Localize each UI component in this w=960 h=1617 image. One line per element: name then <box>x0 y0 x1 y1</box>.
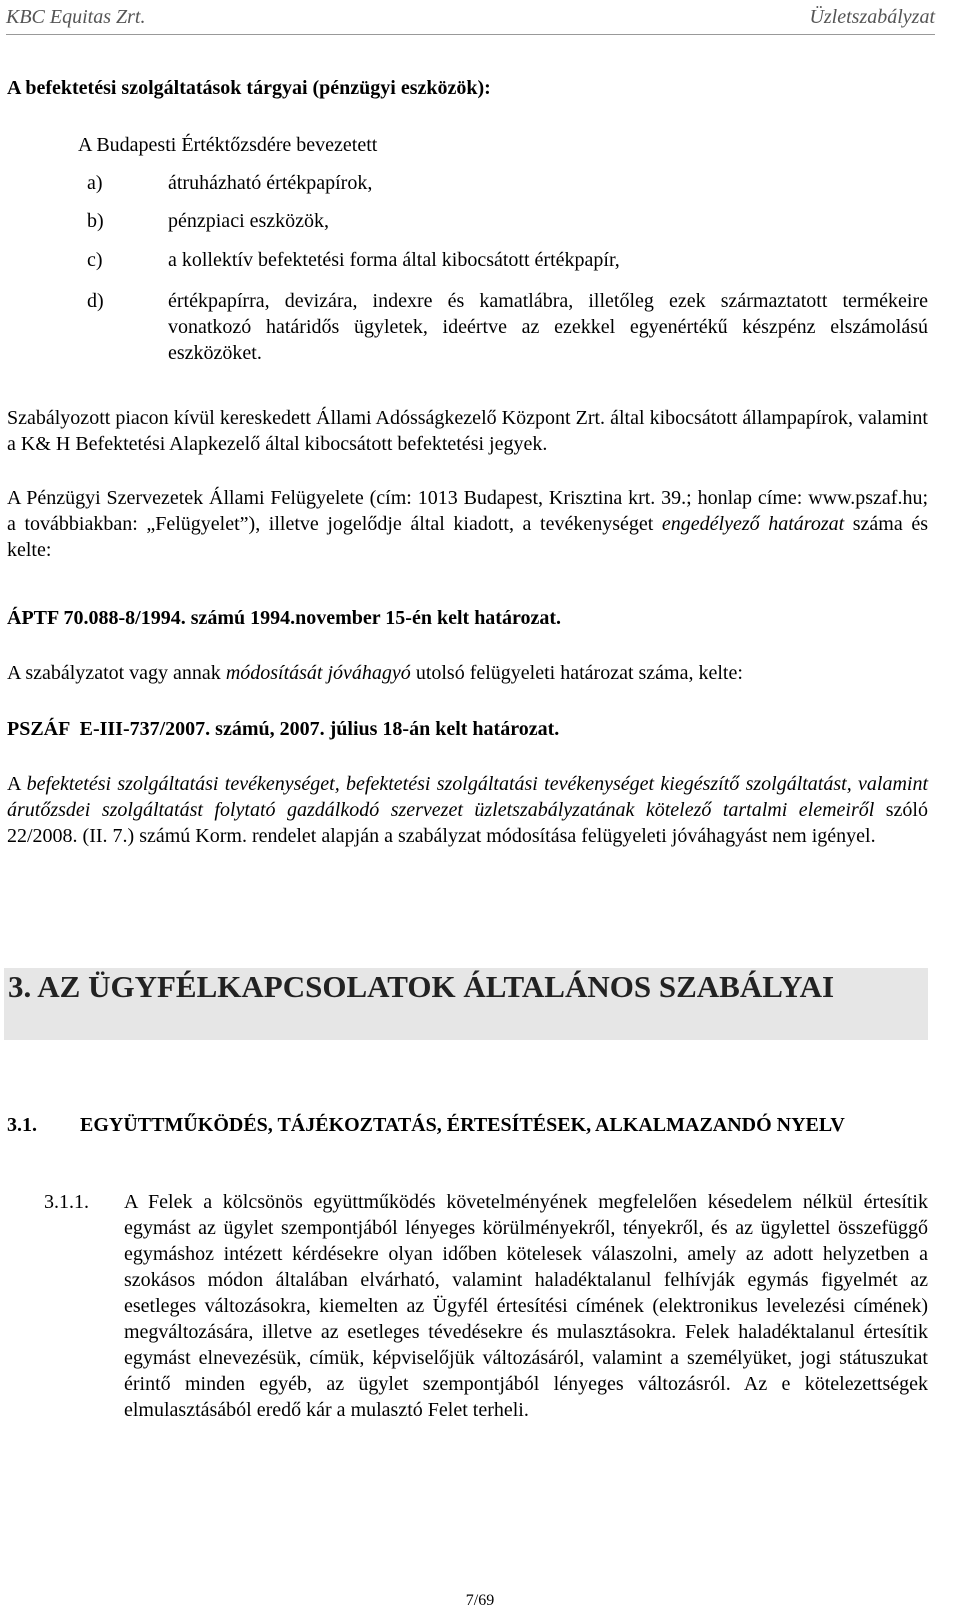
decree-text-2: szóló 22/2008. (II. 7.) számú Korm. rendelet alapján a szabályzat módosítása felügyeleti jóváhagyást nem igényel. <box>7 799 928 847</box>
authority-paragraph <box>7 485 928 563</box>
otc-paragraph: Szabályozott piacon kívül kereskedett Állami Adósságkezelő Központ Zrt. által kibocsátott állampapírok, valamint a K& H Befektetési Alapkezelő által kibocsátott befektetési jegyek. <box>7 407 928 455</box>
decree-text-1: A <box>7 773 27 795</box>
page-number: 7/69 <box>465 1592 495 1609</box>
amendment-text-1: A szabályzatot vagy annak <box>7 662 226 684</box>
decree-paragraph <box>7 771 928 849</box>
bse-intro: A Budapesti Értéktőzsdére bevezetett <box>78 134 378 156</box>
approval-decision: PSZÁF E-III-737/2007. számú, 2007. július 18-án kelt határozat. <box>7 718 560 740</box>
license-decision: ÁPTF 70.088-8/1994. számú 1994.november 15-én kelt határozat. <box>7 607 562 629</box>
list-item-letter: c) <box>87 249 103 271</box>
list-item-text: a kollektív befektetési forma által kibocsátott értékpapír, <box>168 249 620 271</box>
subsection-title: EGYÜTTMŰKÖDÉS, TÁJÉKOZTATÁS, ÉRTESÍTÉSEK, ALKALMAZANDÓ NYELV <box>80 1114 845 1136</box>
authority-text-italic: engedélyező határozat <box>661 513 845 535</box>
paragraph-body: A Felek a kölcsönös együttműködés követelményének megfelelően késedelem nélkül értesítik egymást az ügylet szempontjából lényeges körülményekről, tényekről, és az ügylettel összefüggő egymáshoz intézett kérdésekre olyan időben kötelesek válaszolni, amely az adott helyzetben a szokásos módon általában elvárható, valamint haladéktalanul felhívják egymás figyelmét az esetleges változásokra, kiemelten az Ügyfél értesítési címének (elektronikus levelezési címének) megváltozására, illetve az esetleges tévedésekre és mulasztásokra. Felek haladéktalanul értesítik egymást elnevezésük, címük, képviselőjük változásáról, valamint a személyüket, jogi státuszukat érintő minden egyéb, az ügylet szempontjából lényeges változásról. Az e kötelezettségek elmulasztásából eredő kár a mulasztó Felet terheli. <box>124 1191 928 1421</box>
section-3-title: 3. AZ ÜGYFÉLKAPCSOLATOK ÁLTALÁNOS SZABÁLYAI <box>4 968 928 1040</box>
subsection-number: 3.1. <box>7 1114 37 1136</box>
list-item-text: pénzpiaci eszközök, <box>168 210 330 232</box>
list-item-letter: b) <box>87 210 104 232</box>
header-document-title: Üzletszabályzat <box>809 6 935 28</box>
list-item-text: értékpapírra, devizára, indexre és kamatlábra, illetőleg ezek származtatott termékeire vonatkozó határidős ügyletek, ideértve az ezekkel egyenértékű készpénz elszámolású eszközöket. <box>168 290 928 364</box>
instruments-heading: A befektetési szolgáltatások tárgyai (pénzügyi eszközök): <box>7 77 491 99</box>
list-item-text: átruházható értékpapírok, <box>168 172 373 194</box>
decree-text-italic: befektetési szolgáltatási tevékenységet, befektetési szolgáltatási tevékenységet kiegészítő szolgáltatást, valamint árutőzsdei szolgáltatást folytató gazdálkodó szervezet üzletszabályzatának kötelező tartalmi elemeiről <box>7 773 928 821</box>
list-item-letter: a) <box>87 172 103 194</box>
amendment-paragraph <box>7 660 928 686</box>
authority-text-2: száma és kelte: <box>7 513 928 561</box>
header-divider <box>6 34 935 35</box>
list-item-letter: d) <box>87 290 104 312</box>
header-company: KBC Equitas Zrt. <box>6 6 146 28</box>
amendment-text-italic: módosítását jóváhagyó <box>225 662 411 684</box>
paragraph-number: 3.1.1. <box>44 1191 89 1213</box>
authority-text-1: A Pénzügyi Szervezetek Állami Felügyelete (cím: 1013 Budapest, Krisztina krt. 39.; honlap címe: www.pszaf.hu; a továbbiakban: „Felügyelet”), illetve jogelődje által kiadott, a tevékenységet <box>7 487 928 535</box>
amendment-text-2: utolsó felügyeleti határozat száma, kelte: <box>410 662 743 684</box>
